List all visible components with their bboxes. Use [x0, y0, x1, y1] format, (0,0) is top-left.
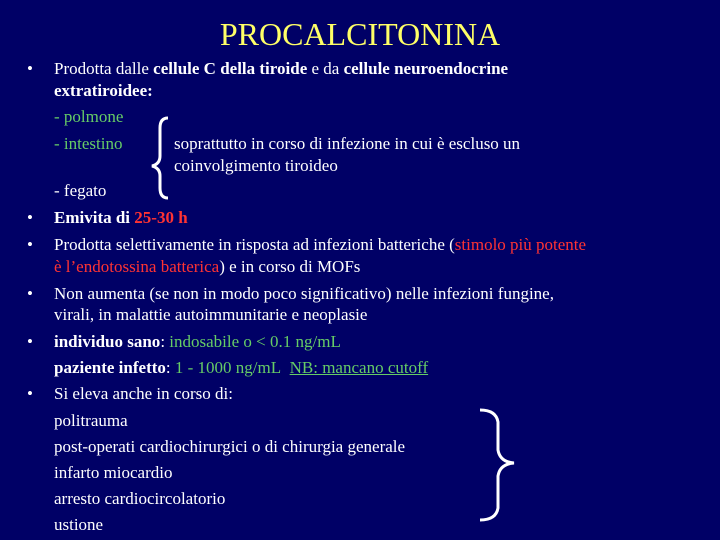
text-bold: cellule C della tiroide — [153, 59, 308, 78]
list-item: post-operati cardiochirurgici o di chirurgia generale — [54, 437, 406, 456]
bullet-2-icon: • — [27, 208, 33, 227]
text-green: 1 - 1000 ng/mL — [174, 358, 282, 377]
item-fegato: - fegato — [54, 181, 107, 200]
item-intestino: - intestino — [54, 134, 123, 153]
text: : — [165, 358, 175, 377]
bullet-4-line-1: Non aumenta (se non in modo poco significativo) nelle infezioni fungine, — [54, 284, 554, 303]
text-red: è l’endotossina batterica — [54, 257, 220, 276]
note-line-2: coinvolgimento tiroideo — [174, 156, 338, 175]
list-item: ustione — [54, 515, 104, 534]
brace-organs-icon — [152, 118, 168, 198]
bullet-6-intro: Si eleva anche in corso di: — [54, 384, 233, 403]
brace-conditions-icon — [480, 410, 514, 520]
text-green: indosabile o < 0.1 ng/mL — [169, 332, 341, 351]
text: : — [160, 332, 170, 351]
bullet-6-icon: • — [27, 384, 33, 403]
text-green-underlined: NB: mancano cutoff — [289, 358, 429, 377]
bullet-4-icon: • — [27, 284, 33, 303]
text-bold: cellule neuroendocrine — [343, 59, 509, 78]
list-item: politrauma — [54, 411, 128, 430]
bullet-5-icon: • — [27, 332, 33, 351]
text: Prodotta dalle — [54, 59, 154, 78]
text-red: 25-30 h — [134, 208, 188, 227]
item-polmone: - polmone — [54, 107, 124, 126]
text-red: stimolo più potente — [454, 235, 587, 254]
bullet-1-line-2: extratiroidee: — [54, 81, 153, 100]
list-item: arresto cardiocircolatorio — [54, 489, 226, 508]
list-item: infarto miocardio — [54, 463, 173, 482]
slide-title: PROCALCITONINA — [219, 16, 501, 52]
bullet-4-line-2: virali, in malattie autoimmunitarie e neoplasie — [54, 305, 368, 324]
text: ) e in corso di MOFs — [219, 257, 361, 276]
text-bold: paziente infetto — [54, 358, 166, 377]
text: Emivita di — [54, 208, 135, 227]
bullet-1-icon: • — [27, 59, 33, 78]
text: e da — [307, 59, 344, 78]
text: Prodotta selettivamente in risposta ad infezioni batteriche ( — [54, 235, 455, 254]
text-bold: individuo sano — [54, 332, 161, 351]
note-line-1: soprattutto in corso di infezione in cui è escluso un — [174, 134, 521, 153]
bullet-3-icon: • — [27, 235, 33, 254]
